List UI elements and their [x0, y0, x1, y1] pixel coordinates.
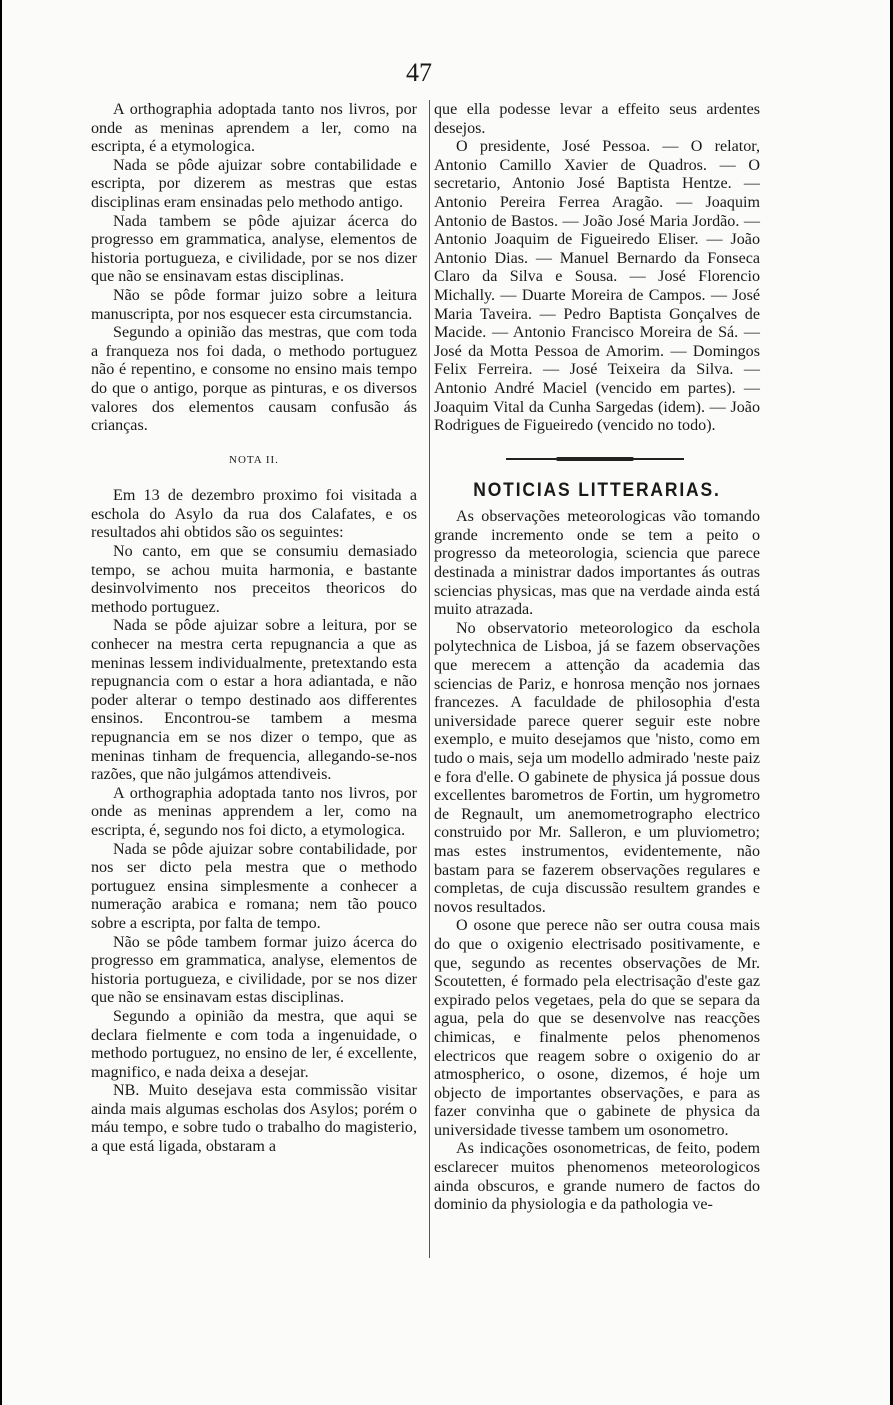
paragraph: A orthographia adoptada tanto nos livros, por onde as meninas aprendem a ler, como na escripta, é a etymologica. — [91, 101, 417, 156]
paragraph: No observatorio meteorologico da eschola polytechnica de Lisboa, já se fazem observações que merecem a attenção da academia das sciencias de Pariz, e honrosa menção nos jornaes francezes. A faculdade de philosophia d'esta universidade parece querer seguir este nobre exemplo, e muito desejamos que 'nisto, como em tudo o mais, seja um modello admirado 'neste paiz e fora d'elle. O gabinete de physica já possue dous excellentes barometros de Fortin, um hygrometro de Regnault, um anemometrographo electrico construido por Mr. Salleron, e um pluviometro; mas estes instrumentos, evidentemente, não bastam para se fazerem observações regulares e completas, de cuja discussão resultem grandes e novos resultados. — [434, 619, 760, 916]
left-column — [91, 101, 417, 1157]
paragraph: NB. Muito desejava esta commissão visitar ainda mais algumas escholas dos Asylos; porém o máu tempo, e sobre tudo o trabalho do magisterio, a que está ligada, obstaram a — [91, 1082, 417, 1156]
section-label: NOTA II. — [229, 453, 279, 466]
paragraph: Não se pôde formar juizo sobre a leitura manuscripta, por nos esquecer esta circumstancia. — [91, 286, 417, 323]
paragraph: A orthographia adoptada tanto nos livros, por onde as meninas apprendem a ler, como na escripta, é, segundo nos foi dicto, a etymologica. — [91, 784, 417, 839]
paragraph: O osone que perece não ser outra cousa mais do que o oxigenio electrisado positivamente, e que, segundo as recentes observações de Mr. Scoutetten, é formado pela electrisação d'este gaz expirado pelos vegetaes, pela do que se separa da agua, pela do que se desenvolve nas reacções chimicas, e finalmente pelos phenomenos electricos que reagem sobre o oxigenio do ar atmospherico, o osone, dizemos, é hoje um objecto de importantes observações, e para as fazer convinha que o gabinete de physica da universidade tivesse tambem um osonometro. — [434, 917, 760, 1139]
right-column — [434, 101, 760, 1215]
paragraph: que ella podesse levar a effeito seus ardentes desejos. — [434, 101, 760, 137]
paragraph: Segundo a opinião da mestra, que aqui se declara fielmente e com toda a ingenuidade, o methodo portuguez, no ensino de ler, é excellente, magnifico, e nada deixa a desejar. — [91, 1007, 417, 1081]
paragraph: Nada tambem se pôde ajuizar ácerca do progresso em grammatica, analyse, elementos de historia portugueza, e civilidade, por se nos dizer que não se ensinavam estas disciplinas. — [91, 212, 417, 286]
paragraph: Não se pôde tambem formar juizo ácerca do progresso em grammatica, analyse, elementos de historia portugueza, e civilidade, por se nos dizer que não se ensinavam estas disciplinas. — [91, 933, 417, 1007]
page-number: 47 — [406, 58, 432, 87]
paragraph: Nada se pôde ajuizar sobre a leitura, por se conhecer na mestra certa repugnancia a que as meninas lessem individualmente, pretextando esta repugnancia com o estar a hora adiantada, e não poder alterar o tempo destinado aos differentes ensinos. Encontrou-se tambem a mesma repugnancia em se nos dizer o tempo, que as meninas tinham de frequencia, allegando-se-nos razões, que não julgámos attendiveis. — [91, 617, 417, 784]
paragraph: Nada se pôde ajuizar sobre contabilidade e escripta, por dizerem as mestras que estas disciplinas eram ensinadas pelo methodo antigo. — [91, 156, 417, 211]
paragraph: Segundo a opinião das mestras, que com toda a franqueza nos foi dada, o methodo portuguez não é repentino, e consome no ensino mais tempo do que o antigo, porque as pinturas, e os diversos valores dos elementos causam confusão ás crianças. — [91, 324, 417, 435]
ornamental-rule — [434, 436, 760, 476]
paragraph: No canto, em que se consumiu demasiado tempo, se achou muita harmonia, e bastante desinvolvimento nos preceitos theoricos do methodo portuguez. — [91, 543, 417, 616]
paragraph: As indicações osonometricas, de feito, podem esclarecer muitos phenomenos meteorologicos ainda obscuros, e grande numero de factos do dominio da physiologia e da pathologia ve- — [434, 1140, 760, 1214]
column-divider — [429, 100, 430, 1258]
paragraph: Em 13 de dezembro proximo foi visitada a eschola do Asylo da rua dos Calafates, e os resultados ahi obtidos são os seguintes: — [91, 487, 417, 542]
signatories-paragraph: O presidente, José Pessoa. — O relator, Antonio Camillo Xavier de Quadros. — O secretario, Antonio José Baptista Hentze. — Antonio Pereira Ferrea Aragão. — Joaquim Antonio de Bastos. — João José Maria Jordão. — Antonio Joaquim de Figueiredo Eliser. — João Antonio Dias. — Manuel Bernardo da Fonseca Claro da Silva e Sousa. — José Florencio Michally. — Duarte Moreira de Campos. — José Maria Taveira. — Pedro Baptista Gonçalves de Macide. — Antonio Francisco Moreira de Sá. — José da Motta Pessoa de Amorim. — Domingos Felix Ferreira. — José Teixeira da Silva. — Antonio André Maciel (vencido em partes). — Joaquim Vital da Cunha Sargedas (idem). — João Rodrigues de Figueiredo (vencido no todo). — [434, 138, 760, 435]
paragraph: Nada se pôde ajuizar sobre contabilidade, por nos ser dicto pela mestra que o methodo portuguez ensina simplesmente a conhecer a numeração arabica e romana; nem tão pouco sobre a escripta, por falta de tempo. — [91, 840, 417, 932]
paragraph: As observações meteorologicas vão tomando grande incremento onde se tem a peito o progresso da meteorologia, sciencia que parece destinada a ministrar dados importantes ás outras sciencias physicas, mas que na verdade ainda está muito atrazada. — [434, 508, 760, 619]
section-heading: NOTICIAS LITTERARIAS. — [473, 479, 721, 501]
